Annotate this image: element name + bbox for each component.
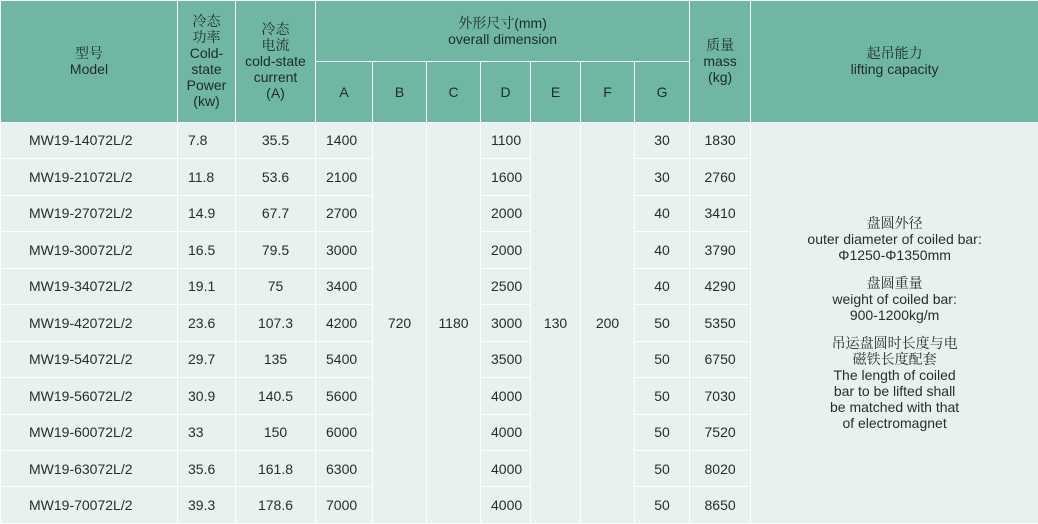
model-cell: MW19-56072L/2 [1,378,178,414]
header-lifting-capacity: 起吊能力 lifting capacity [751,1,1038,123]
dim-a-cell: 5600 [316,378,373,414]
power-cell: 39.3 [178,487,236,524]
power-cell: 16.5 [178,232,236,268]
capacity-note-line: 吊运盘圆时长度与电 [831,334,958,351]
current-cell: 107.3 [236,305,316,341]
mass-cell: 2760 [690,159,751,195]
header-dimension: 外形尺寸(mm) overall dimension [316,1,690,62]
mass-cell: 3410 [690,195,751,231]
dim-a-cell: 5400 [316,341,373,377]
power-cell: 19.1 [178,268,236,304]
dim-a-cell: 2700 [316,195,373,231]
current-cell: 178.6 [236,487,316,524]
dim-d-cell: 4000 [481,414,531,450]
capacity-note-diameter [753,215,1036,263]
capacity-note-line: outer diameter of coiled bar: [807,230,982,247]
dim-a-cell: 4200 [316,305,373,341]
dim-g-cell: 40 [635,268,690,304]
capacity-note-line: 盘圆外径 [866,214,923,231]
current-cell: 135 [236,341,316,377]
power-cell: 30.9 [178,378,236,414]
current-cell: 35.5 [236,122,316,158]
model-cell: MW19-60072L/2 [1,414,178,450]
dim-d-cell: 1100 [481,122,531,158]
current-cell: 150 [236,414,316,450]
power-cell: 29.7 [178,341,236,377]
model-cell: MW19-34072L/2 [1,268,178,304]
header-dim-a: A [316,61,373,122]
capacity-note-line: The length of coiled [833,366,956,383]
dim-d-cell: 2500 [481,268,531,304]
dim-g-cell: 40 [635,232,690,268]
capacity-note-line: of electromagnet [842,414,947,431]
dim-d-cell: 3500 [481,341,531,377]
dim-a-cell: 3400 [316,268,373,304]
capacity-note-weight [753,275,1036,323]
power-cell: 7.8 [178,122,236,158]
mass-cell: 5350 [690,305,751,341]
current-cell: 75 [236,268,316,304]
dim-d-cell: 1600 [481,159,531,195]
dim-g-cell: 50 [635,378,690,414]
header-mass: 质量 mass (kg) [690,1,751,123]
current-cell: 140.5 [236,378,316,414]
capacity-note-line: bar to be lifted shall [833,382,956,399]
mass-cell: 7520 [690,414,751,450]
current-cell: 79.5 [236,232,316,268]
mass-cell: 7030 [690,378,751,414]
dim-e-cell: 130 [531,122,581,523]
current-cell: 161.8 [236,450,316,486]
mass-cell: 8650 [690,487,751,524]
dim-g-cell: 30 [635,159,690,195]
model-cell: MW19-42072L/2 [1,305,178,341]
header-dim-b: B [373,61,427,122]
dim-a-cell: 7000 [316,487,373,524]
capacity-note-line: weight of coiled bar: [832,290,957,307]
mass-cell: 4290 [690,268,751,304]
header-dim-e: E [531,61,581,122]
capacity-note-line: be matched with that [830,398,960,415]
mass-cell: 1830 [690,122,751,158]
dim-d-cell: 4000 [481,378,531,414]
dim-g-cell: 50 [635,414,690,450]
dim-g-cell: 50 [635,341,690,377]
dim-a-cell: 6300 [316,450,373,486]
model-cell: MW19-63072L/2 [1,450,178,486]
power-cell: 14.9 [178,195,236,231]
dim-d-cell: 2000 [481,232,531,268]
mass-cell: 6750 [690,341,751,377]
dim-a-cell: 6000 [316,414,373,450]
dim-d-cell: 3000 [481,305,531,341]
current-cell: 67.7 [236,195,316,231]
dim-a-cell: 3000 [316,232,373,268]
dim-c-cell: 1180 [427,122,481,523]
dim-g-cell: 40 [635,195,690,231]
power-cell: 35.6 [178,450,236,486]
model-cell: MW19-21072L/2 [1,159,178,195]
mass-cell: 8020 [690,450,751,486]
current-cell: 53.6 [236,159,316,195]
dim-b-cell: 720 [373,122,427,523]
power-cell: 33 [178,414,236,450]
dim-f-cell: 200 [581,122,635,523]
model-cell: MW19-54072L/2 [1,341,178,377]
lifting-capacity-notes [751,122,1038,523]
model-cell: MW19-14072L/2 [1,122,178,158]
capacity-note-line: Φ1250-Φ1350mm [838,246,951,263]
header-dim-c: C [427,61,481,122]
capacity-note-line: 900-1200kg/m [849,306,940,323]
capacity-note-line: 磁铁长度配套 [852,350,937,367]
mass-cell: 3790 [690,232,751,268]
dim-g-cell: 50 [635,487,690,524]
dim-d-cell: 2000 [481,195,531,231]
dim-a-cell: 1400 [316,122,373,158]
capacity-note-length [753,335,1036,431]
table-row [1,122,1038,158]
model-cell: MW19-30072L/2 [1,232,178,268]
header-dim-f: F [581,61,635,122]
header-dim-g: G [635,61,690,122]
power-cell: 23.6 [178,305,236,341]
model-cell: MW19-70072L/2 [1,487,178,524]
header-current: 冷态 电流 cold-state current (A) [236,1,316,123]
dim-d-cell: 4000 [481,487,531,524]
capacity-note-line: 盘圆重量 [866,274,923,291]
dim-g-cell: 50 [635,305,690,341]
dim-d-cell: 4000 [481,450,531,486]
model-cell: MW19-27072L/2 [1,195,178,231]
dim-a-cell: 2100 [316,159,373,195]
dim-g-cell: 30 [635,122,690,158]
header-dim-d: D [481,61,531,122]
dim-g-cell: 50 [635,450,690,486]
header-power: 冷态 功率 Cold- state Power (kw) [178,1,236,123]
header-model: 型号 Model [1,1,178,123]
power-cell: 11.8 [178,159,236,195]
